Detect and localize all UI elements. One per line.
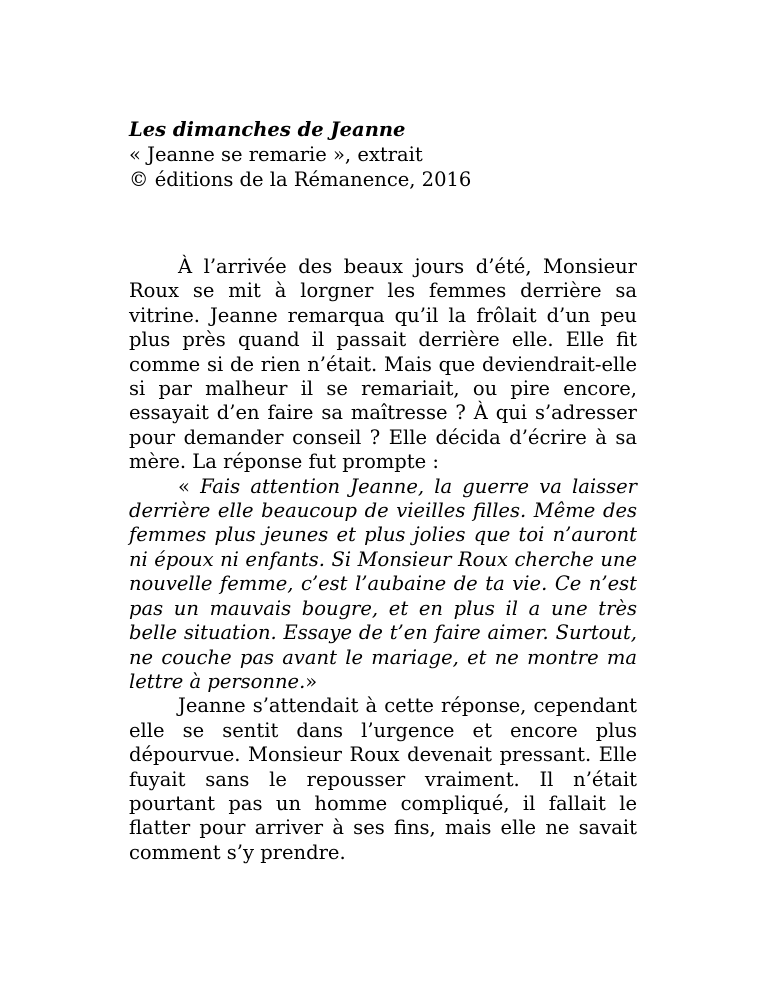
letter-quote-paragraph (129, 475, 637, 695)
copyright-line: © éditions de la Rémanence, 2016 (129, 168, 472, 191)
excerpt-body (129, 255, 637, 865)
letter-quote-text: Fais attention Jeanne, la guerre va laisser derrière elle beaucoup de vieilles filles. Même des femmes plus jeunes et plus jolies que toi n’auront ni époux ni enfants. Si Monsieur Roux cherche une nouvelle femme, c’est l’aubaine de ta vie. Ce n’est pas un mauvais bougre, et en plus il a une très belle situation. Essaye de t’en faire aimer. Surtout, ne couche pas avant le mariage, et ne montre ma lettre à personne. (129, 474, 637, 693)
chapter-subtitle: « Jeanne se remarie », extrait (129, 143, 423, 166)
quote-close-mark: » (305, 669, 318, 693)
paragraph-1: À l’arrivée des beaux jours d’été, Monsieur Roux se mit à lorgner les femmes derrière sa vitrine. Jeanne remarqua qu’il la frôlait d’un peu plus près quand il passait derrière elle. Elle fit comme si de rien n’était. Mais que deviendrait-elle si par malheur il se remariait, ou pire encore, essayait d’en faire sa maîtresse ? À qui s’adresser pour demander conseil ? Elle décida d’écrire à sa mère. La réponse fut prompte : (129, 255, 637, 474)
quote-open-mark: « (178, 474, 201, 498)
book-header (129, 117, 649, 192)
paragraph-3: Jeanne s’attendait à cette réponse, cependant elle se sentit dans l’urgence et encore plus dépourvue. Monsieur Roux devenait pressant. Elle fuyait sans le repousser vraiment. Il n’était pourtant pas un homme compliqué, il fallait le flatter pour arriver à ses fins, mais elle ne savait comment s’y prendre. (129, 694, 637, 864)
book-title: Les dimanches de Jeanne (129, 118, 406, 141)
